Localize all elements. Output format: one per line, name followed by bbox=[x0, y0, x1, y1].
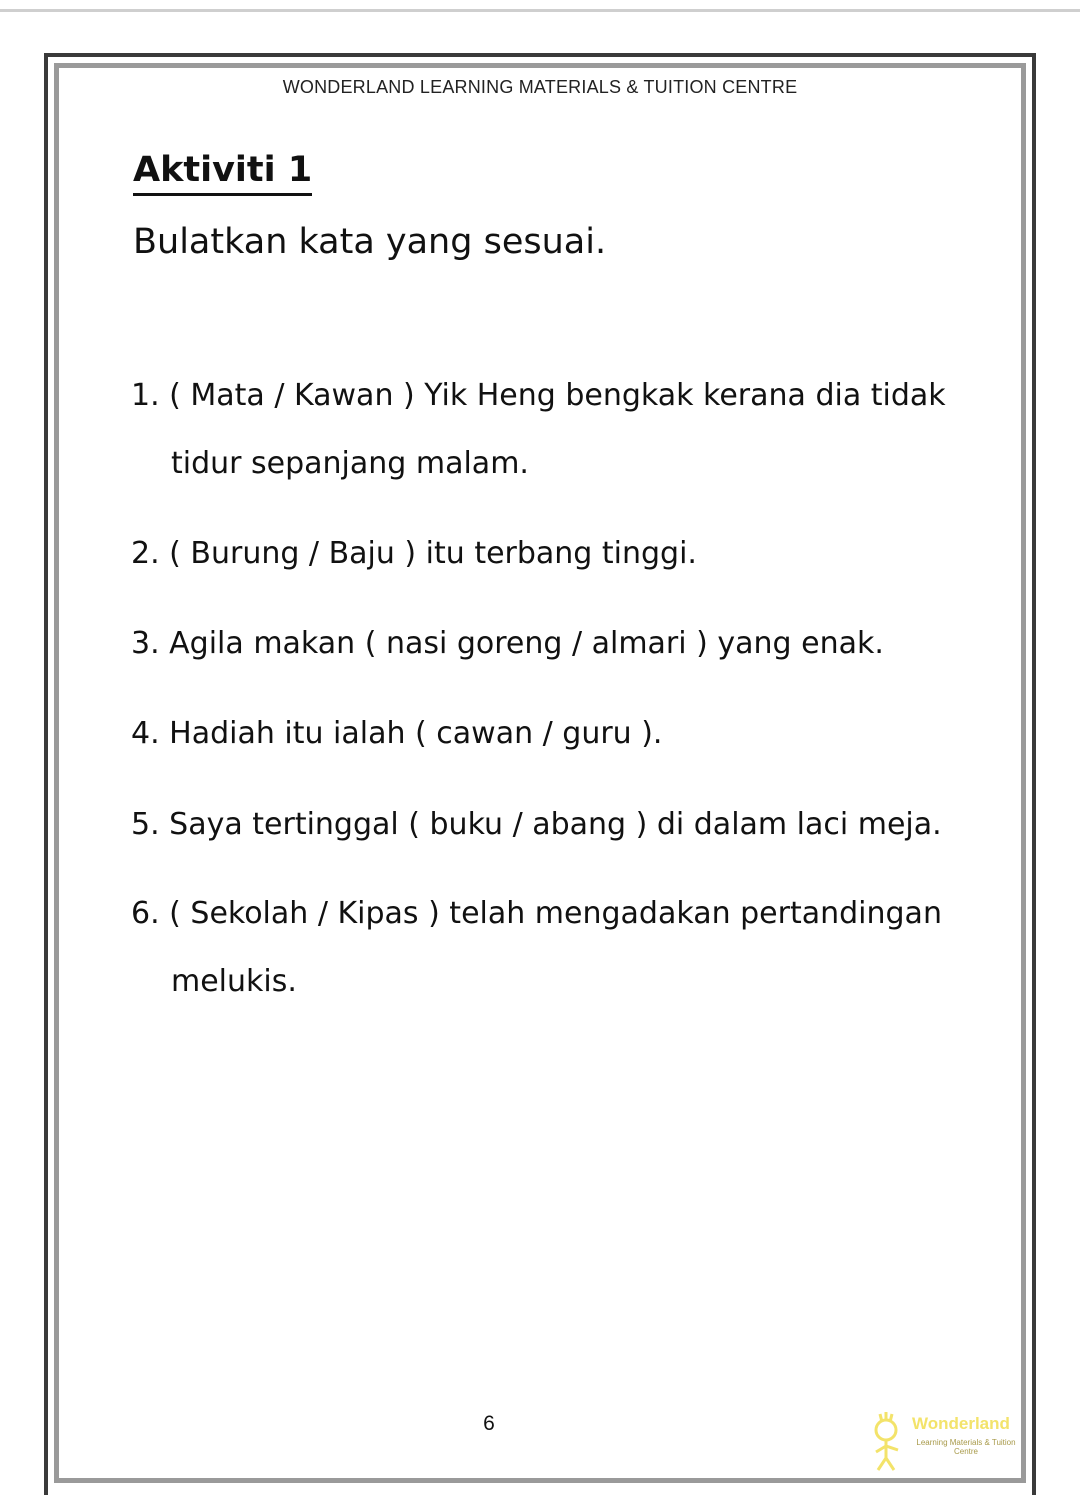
top-rule bbox=[0, 0, 1080, 12]
question-5 bbox=[131, 805, 942, 845]
logo-subtitle: Learning Materials & Tuition Centre bbox=[916, 1438, 1016, 1456]
question-3 bbox=[131, 624, 884, 664]
question-5-line-1: 5. Saya tertinggal ( buku / abang ) di dalam laci meja. bbox=[131, 807, 942, 842]
activity-title: Aktiviti 1 bbox=[133, 148, 312, 196]
question-2-line-1: 2. ( Burung / Baju ) itu terbang tinggi. bbox=[131, 536, 697, 571]
question-1 bbox=[131, 376, 946, 484]
wonderland-logo bbox=[868, 1408, 1018, 1474]
mascot-icon bbox=[868, 1408, 908, 1474]
question-6-line-2: melukis. bbox=[171, 964, 297, 999]
question-6-line-1: 6. ( Sekolah / Kipas ) telah mengadakan pertandingan bbox=[131, 896, 942, 931]
page-number: 6 bbox=[483, 1412, 495, 1435]
question-1-line-1: 1. ( Mata / Kawan ) Yik Heng bengkak kerana dia tidak bbox=[131, 378, 946, 413]
question-2 bbox=[131, 534, 697, 574]
question-6 bbox=[131, 894, 942, 1002]
question-3-line-1: 3. Agila makan ( nasi goreng / almari ) yang enak. bbox=[131, 626, 884, 661]
page-frame-inner bbox=[54, 63, 1026, 1483]
instruction-text: Bulatkan kata yang sesuai. bbox=[133, 222, 607, 262]
question-4-line-1: 4. Hadiah itu ialah ( cawan / guru ). bbox=[131, 716, 663, 751]
logo-name: Wonderland bbox=[912, 1414, 1010, 1433]
question-4 bbox=[131, 714, 662, 754]
page-header: WONDERLAND LEARNING MATERIALS & TUITION CENTRE bbox=[282, 77, 798, 97]
question-1-line-2: tidur sepanjang malam. bbox=[171, 446, 529, 481]
